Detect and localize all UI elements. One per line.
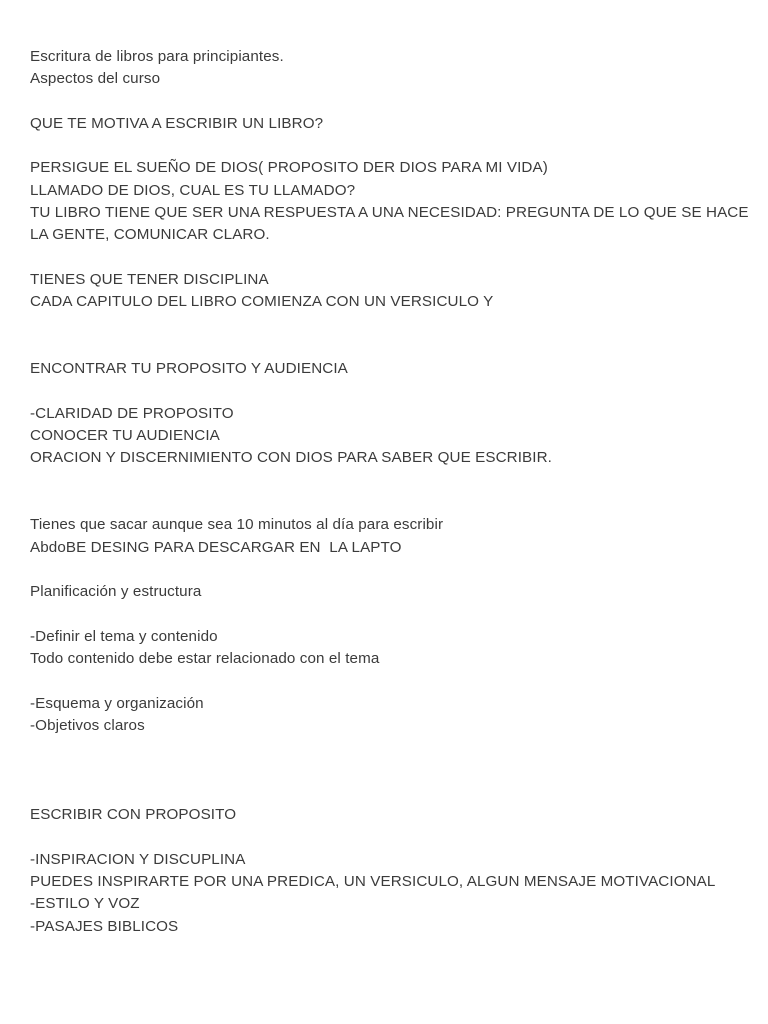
blank-line (30, 782, 750, 804)
blank-line (30, 470, 750, 492)
blank-line (30, 670, 750, 692)
note-line: TIENES QUE TENER DISCIPLINA (30, 270, 269, 288)
blank-line (30, 135, 750, 157)
note-line: Todo contenido debe estar relacionado con el tema (30, 650, 380, 668)
note-line: ORACION Y DISCERNIMIENTO CON DIOS PARA SABER QUE ESCRIBIR. (30, 449, 552, 467)
blank-line (30, 380, 750, 402)
note-line: Tienes que sacar aunque sea 10 minutos al día para escribir (30, 516, 444, 534)
blank-line (30, 314, 750, 336)
note-line: Aspectos del curso (30, 70, 161, 88)
note-line: -INSPIRACION Y DISCUPLINA (30, 850, 246, 868)
blank-line (30, 760, 750, 782)
note-line: LLAMADO DE DIOS, CUAL ES TU LLAMADO? (30, 181, 356, 199)
note-line: TU LIBRO TIENE QUE SER UNA RESPUESTA A UNA NECESIDAD: PREGUNTA DE LO QUE SE HACE LA GENTE, COMUNICAR CLARO. (30, 204, 753, 244)
note-line: -ESTILO Y VOZ (30, 895, 140, 913)
blank-line (30, 559, 750, 581)
note-line: -CLARIDAD DE PROPOSITO (30, 404, 234, 422)
note-line: -Definir el tema y contenido (30, 627, 218, 645)
blank-line (30, 737, 750, 759)
blank-line (30, 603, 750, 625)
note-line: AbdoBE DESING PARA DESCARGAR EN LA LAPTO (30, 538, 402, 556)
note-line: ESCRIBIR CON PROPOSITO (30, 806, 237, 824)
note-body[interactable] (30, 46, 753, 938)
note-line: CONOCER TU AUDIENCIA (30, 427, 220, 445)
blank-line (30, 826, 750, 848)
note-line: -Esquema y organización (30, 694, 204, 712)
blank-line (30, 247, 750, 269)
note-line: Escritura de libros para principiantes. (30, 48, 284, 65)
note-line: QUE TE MOTIVA A ESCRIBIR UN LIBRO? (30, 114, 324, 132)
note-line: ENCONTRAR TU PROPOSITO Y AUDIENCIA (30, 360, 348, 378)
blank-line (30, 336, 750, 358)
note-line: -PASAJES BIBLICOS (30, 917, 179, 935)
blank-line (30, 492, 750, 514)
note-line: PERSIGUE EL SUEÑO DE DIOS( PROPOSITO DER DIOS PARA MI VIDA) (30, 159, 548, 177)
note-line: -Objetivos claros (30, 716, 145, 734)
note-line: PUEDES INSPIRARTE POR UNA PREDICA, UN VERSICULO, ALGUN MENSAJE MOTIVACIONAL (30, 872, 716, 890)
note-line: Planificación y estructura (30, 583, 202, 601)
blank-line (30, 91, 750, 113)
note-line: CADA CAPITULO DEL LIBRO COMIENZA CON UN VERSICULO Y (30, 293, 494, 311)
